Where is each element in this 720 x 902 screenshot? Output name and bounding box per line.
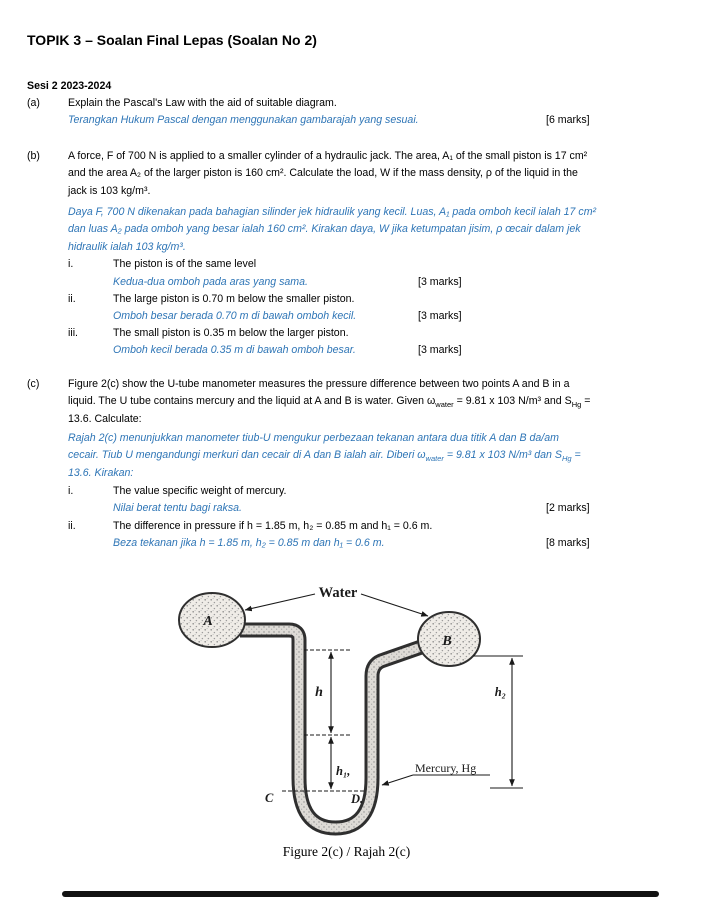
bulb-a-label: A	[203, 614, 213, 629]
qa-marks: [6 marks]	[546, 114, 590, 126]
qc-item-ii-en: The difference in pressure if h = 1.85 m, h₂ = 0.85 m and h₁ = 0.6 m.	[113, 520, 433, 532]
qb-item-iii-en: The small piston is 0.35 m below the larger piston.	[113, 327, 349, 339]
qc-item-i-my: Nilai berat tentu bagi raksa.	[113, 502, 242, 514]
qb-item-ii-num: ii.	[68, 293, 76, 305]
qc-text-en-line3: 13.6. Calculate:	[68, 413, 142, 425]
qb-label: (b)	[27, 150, 40, 162]
qc-item-ii-my: Beza tekanan jika h = 1.85 m, h₂ = 0.85 m dan h₁ = 0.6 m.	[113, 537, 385, 549]
qc-text-en-line2: liquid. The U tube contains mercury and the liquid at A and B is water. Given $\omega_{water} = 9.81$ x 103 N/m³ and $S_{Hg}$ =	[68, 395, 591, 410]
page-title: TOPIK 3 – Soalan Final Lepas (Soalan No 2)	[27, 32, 317, 48]
water-arrow-left	[245, 594, 315, 610]
qb-item-ii-marks: [3 marks]	[418, 310, 462, 322]
qb-text-my-line1: Daya F, 700 N dikenakan pada bahagian silinder jek hidraulik yang kecil. Luas, A₁ pada omboh kecil ialah 17 cm²	[68, 206, 597, 218]
qc-text-my-line3: 13.6. Kirakan:	[68, 467, 134, 479]
qc-text-my-line2: cecair. Tiub U mengandungi merkuri dan cecair di A dan B ialah air. Diberi $\omega_{water} = 9.81$ x 103 N/m³ dan $S_{Hg}$ =	[68, 449, 581, 464]
manometer-figure	[168, 580, 525, 840]
figure-caption: Figure 2(c) / Rajah 2(c)	[282, 844, 411, 859]
dim-h1-label: h₁,	[336, 764, 351, 778]
qa-text-en: Explain the Pascal's Law with the aid of suitable diagram.	[68, 97, 337, 109]
qc-item-i-en: The value specific weight of mercury.	[113, 485, 287, 497]
qb-item-i-my: Kedua-dua omboh pada aras yang sama.	[113, 276, 308, 288]
dim-h-label: h	[315, 685, 323, 700]
qa-text-my: Terangkan Hukum Pascal dengan menggunakan gambarajah yang sesuai.	[68, 114, 419, 126]
page-edge-artifact	[62, 891, 659, 897]
water-label: Water	[318, 585, 358, 601]
qb-text-en-line2: and the area A₂ of the larger piston is 160 cm². Calculate the load, W if the mass density, ρ of the liquid in the	[68, 167, 578, 179]
session-label: Sesi 2 2023-2024	[27, 80, 112, 92]
qb-text-my-line2: dan luas A₂ pada omboh yang besar ialah 160 cm². Kirakan daya, W jika ketumpatan jisim, ρ œcair dalam jek	[68, 223, 581, 235]
qb-item-i-num: i.	[68, 258, 74, 270]
qb-item-ii-en: The large piston is 0.70 m below the smaller piston.	[113, 293, 355, 305]
qc-item-ii-num: ii.	[68, 520, 76, 532]
water-arrow-right	[361, 594, 428, 616]
qc-text-en-line1: Figure 2(c) show the U-tube manometer measures the pressure difference between two points A and B in a	[68, 378, 570, 390]
bulb-b-label: B	[442, 634, 452, 649]
qb-text-my-line3: hidraulik ialah 103 kg/m³.	[68, 241, 186, 253]
qb-item-i-marks: [3 marks]	[418, 276, 462, 288]
qb-item-iii-num: iii.	[68, 327, 79, 339]
qa-label: (a)	[27, 97, 40, 109]
qb-item-iii-my: Omboh kecil berada 0.35 m di bawah omboh besar.	[113, 344, 356, 356]
qc-label: (c)	[27, 378, 40, 390]
point-c-label: C	[265, 791, 274, 805]
qb-item-ii-my: Omboh besar berada 0.70 m di bawah omboh kecil.	[113, 310, 357, 322]
qb-text-en-line3: jack is 103 kg/m³.	[68, 185, 151, 197]
qc-text-my-line1: Rajah 2(c) menunjukkan manometer tiub-U mengukur perbezaan tekanan antara dua titik A dan B da/am	[68, 432, 559, 444]
qc-item-ii-marks: [8 marks]	[546, 537, 590, 549]
mercury-label: Mercury, Hg	[415, 761, 477, 775]
mercury-arrow	[382, 775, 413, 785]
dim-h2-label: h₂	[494, 685, 506, 699]
bulb-b	[418, 612, 480, 666]
qb-text-en-line1: A force, F of 700 N is applied to a smaller cylinder of a hydraulic jack. The area, A₁ of the small piston is 17 cm²	[68, 150, 588, 162]
point-d-label: D.	[351, 792, 364, 806]
bulb-a	[179, 593, 245, 647]
qc-item-i-num: i.	[68, 485, 74, 497]
qc-item-i-marks: [2 marks]	[546, 502, 590, 514]
qb-item-i-en: The piston is of the same level	[113, 258, 257, 270]
qb-item-iii-marks: [3 marks]	[418, 344, 462, 356]
